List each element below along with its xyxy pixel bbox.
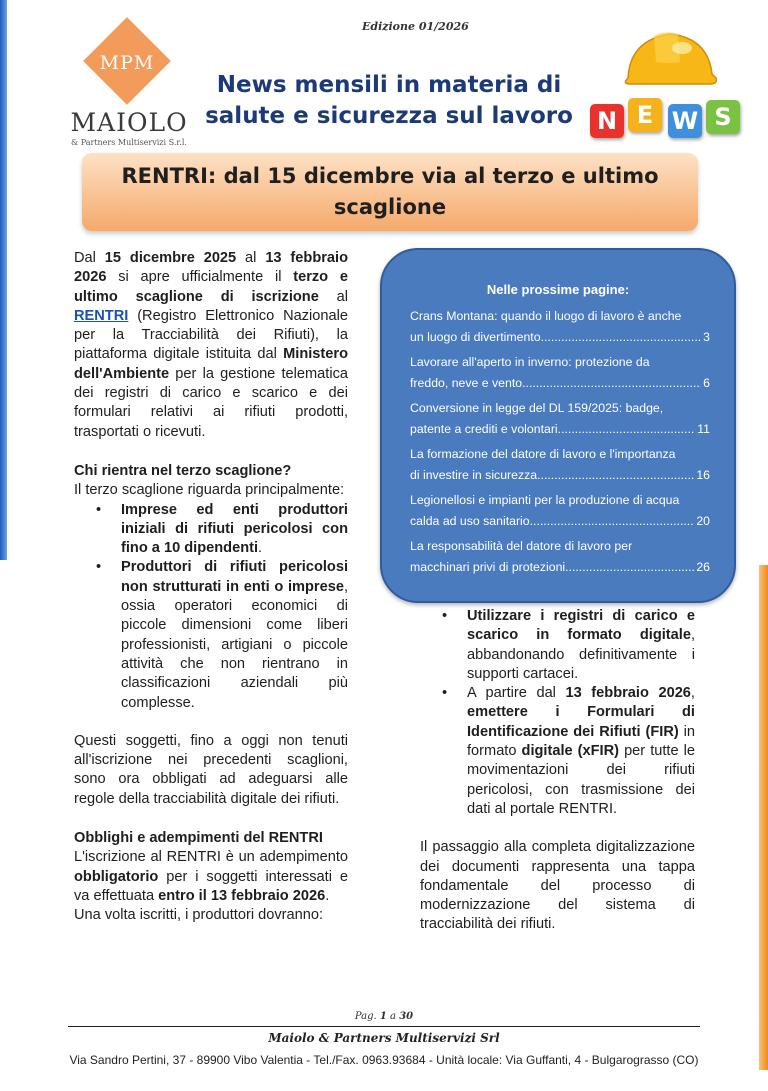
article-title-banner <box>82 153 698 231</box>
article-title-line-2: scaglione <box>333 195 447 219</box>
footer-divider <box>68 1026 700 1027</box>
toc-item[interactable]: Lavorare all'aperto in inverno: protezione da freddo, neve e vento ..... 6 <box>410 352 710 394</box>
list-item: • Imprese ed enti produttori iniziali di rifiuti pericolosi con fino a 10 dipendenti. <box>96 501 348 557</box>
right-column <box>420 607 695 935</box>
list-item: • Utilizzare i registri di carico e scarico in formato digitale, abbandonando definitivamente i supporti cartacei. <box>442 608 695 682</box>
footer-address: Via Sandro Pertini, 37 - 89900 Vibo Valentia - Tel./Fax. 0963.93684 - Unità locale: Via Guffanti, 4 - Bulgarograsso (CO) <box>69 1053 699 1067</box>
company-logo <box>68 22 193 152</box>
obligations-paragraph: L'iscrizione al RENTRI è un adempimento obbligatorio per i soggetti interessati e va effettuata entro il 13 febbraio 2026. <box>74 849 348 904</box>
section-heading-obligations: Obblighi e adempimenti del RENTRI <box>74 830 323 847</box>
list-item: • A partire dal 13 febbraio 2026, emettere i Formulari di Identificazione dei Rifiuti (FIR) in formato digitale (xFIR) per tutte le movimentazioni dei rifiuti pericolosi, con trasmissione dei dati al portale RENTRI. <box>442 685 696 817</box>
logo-subtitle: & Partners Multiservizi S.r.l. <box>71 138 187 147</box>
intro-paragraph: Dal 15 dicembre 2025 al 13 febbraio 2026 si apre ufficialmente il terzo e ultimo scaglione di iscrizione al RENTRI (Registro Elettronico Nazionale per la Tracciabilità dei Rifiuti), la piattaforma digitale istituita dal Ministero dell'Ambiente per la gestione telematica dei registri di carico e scarico e dei formulari relativi ai rifiuti prodotti, trasportati o ricevuti. <box>74 250 349 440</box>
toc-item[interactable]: Crans Montana: quando il luogo di lavoro è anche un luogo di divertimento ..... 3 <box>410 306 710 348</box>
news-letter-w: W <box>668 104 702 138</box>
edition-label: Edizione 01/2026 <box>362 20 469 33</box>
toc-item[interactable]: La formazione del datore di lavoro e l'importanza di investire in sicurezza ..... 16 <box>410 444 710 486</box>
section1-paragraph: Questi soggetti, fino a oggi non tenuti all'iscrizione nei precedenti scaglioni, sono ora obbligati ad adeguarsi alle regole della tracciabilità digitale dei rifiuti. <box>74 732 348 807</box>
footer-company: Maiolo & Partners Multiservizi Srl <box>268 1031 500 1045</box>
section-heading-who: Chi rientra nel terzo scaglione? <box>74 462 292 479</box>
rentri-link[interactable]: RENTRI <box>74 307 129 324</box>
left-edge-stripe <box>0 0 7 560</box>
toc-title: Nelle prossime pagine: <box>486 282 630 297</box>
news-letter-s: S <box>706 100 740 134</box>
news-letter-e: E <box>628 98 662 132</box>
toc-item[interactable]: La responsabilità del datore di lavoro per macchinari privi di protezioni ..... 26 <box>410 536 710 578</box>
obligations-lead: Una volta iscritti, i produttori dovranno: <box>74 907 324 924</box>
headline-line-1: News mensili in materia di <box>216 72 562 98</box>
list-item: • Produttori di rifiuti pericolosi non strutturati in enti o imprese, ossia operatori economici di piccole dimensioni come liberi professionisti, artigiani o piccole attività che non rientrano in classificazioni aziendali più complesse. <box>96 559 348 711</box>
left-column <box>74 249 348 926</box>
news-letter-n: N <box>590 104 624 138</box>
page-number: Pag. 1 a 30 <box>354 1011 414 1022</box>
closing-paragraph: Il passaggio alla completa digitalizzazione dei documenti rappresenta una tappa fondamentale del processo di modernizzazione del sistema di tracciabilità dei rifiuti. <box>420 839 695 933</box>
article-title-line-1: RENTRI: dal 15 dicembre via al terzo e ultimo <box>121 164 659 188</box>
article-title <box>82 161 698 223</box>
newsletter-headline <box>200 70 578 132</box>
duties-list <box>420 607 695 819</box>
headline-line-2: salute e sicurezza sul lavoro <box>205 103 573 129</box>
section-lead: Il terzo scaglione riguarda principalmente: <box>74 482 345 499</box>
logo-initials: MPM <box>99 52 155 74</box>
right-edge-stripe <box>759 565 768 1070</box>
hard-hat-icon <box>620 22 720 92</box>
toc-item[interactable]: Legionellosi e impianti per la produzione di acqua calda ad uso sanitario ..... 20 <box>410 490 710 532</box>
toc-box <box>380 248 736 603</box>
news-badge <box>588 96 748 142</box>
who-list <box>74 501 348 713</box>
toc-item[interactable]: Conversione in legge del DL 159/2025: badge, patente a crediti e volontari ..... 11 <box>410 398 710 440</box>
logo-name: MAIOLO <box>70 108 188 137</box>
